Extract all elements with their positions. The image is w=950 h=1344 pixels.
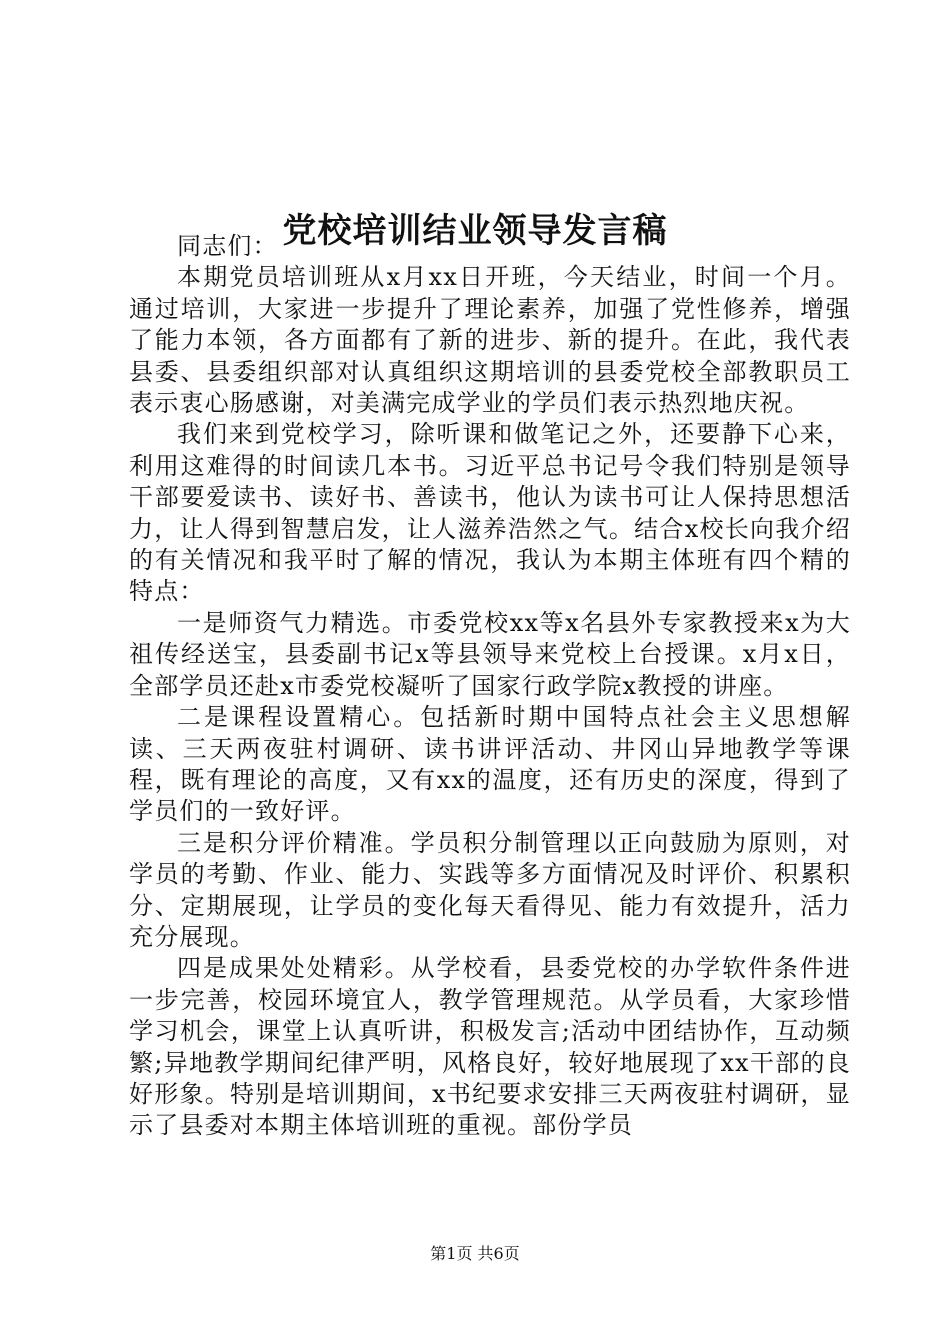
paragraph: 四是成果处处精彩。从学校看，县委党校的办学软件条件进一步完善，校园环境宜人，教学管理规范。从学员看，大家珍惜学习机会，课堂上认真听讲，积极发言;活动中团结协作，互动频繁;异地教学期间纪律严明，风格良好，较好地展现了xx干部的良好形象。特别是培训期间，x书纪要求安排三天两夜驻村调研，显示了县委对本期主体培训班的重视。部份学员 bbox=[129, 954, 851, 1140]
document-body bbox=[129, 231, 851, 1142]
paragraph: 一是师资气力精选。市委党校xx等x名县外专家教授来x为大祖传经送宝，县委副书记x等县领导来党校上台授课。x月x日，全部学员还赴x市委党校凝听了国家行政学院x教授的讲座。 bbox=[129, 608, 851, 700]
paragraph: 我们来到党校学习，除听课和做笔记之外，还要静下心来，利用这难得的时间读几本书。习近平总书记号令我们特别是领导干部要爱读书、读好书、善读书，他认为读书可让人保持思想活力，让人得到智慧启发，让人滋养浩然之气。结合x校长向我介绍的有关情况和我平时了解的情况，我认为本期主体班有四个精的特点： bbox=[129, 420, 851, 606]
page-number-footer: 第1页 共6页 bbox=[430, 1244, 520, 1263]
paragraph: 三是积分评价精准。学员积分制管理以正向鼓励为原则，对学员的考勤、作业、能力、实践等多方面情况及时评价、积累积分、定期展现，让学员的变化每天看得见、能力有效提升，活力充分展现。 bbox=[129, 828, 851, 951]
document-title: 党校培训结业领导发言稿 bbox=[282, 210, 668, 251]
paragraph: 二是课程设置精心。包括新时期中国特点社会主义思想解读、三天两夜驻村调研、读书讲评活动、井冈山异地教学等课程，既有理论的高度，又有xx的温度，还有历史的深度，得到了学员们的一致好评。 bbox=[129, 703, 851, 826]
paragraph: 本期党员培训班从x月xx日开班，今天结业，时间一个月。通过培训，大家进一步提升了理论素养，加强了党性修养，增强了能力本领，各方面都有了新的进步、新的提升。在此，我代表县委、县委组织部对认真组织这期培训的县委党校全部教职员工表示衷心肠感谢，对美满完成学业的学员们表示热烈地庆祝。 bbox=[129, 263, 851, 418]
salutation: 同志们： bbox=[177, 232, 278, 260]
